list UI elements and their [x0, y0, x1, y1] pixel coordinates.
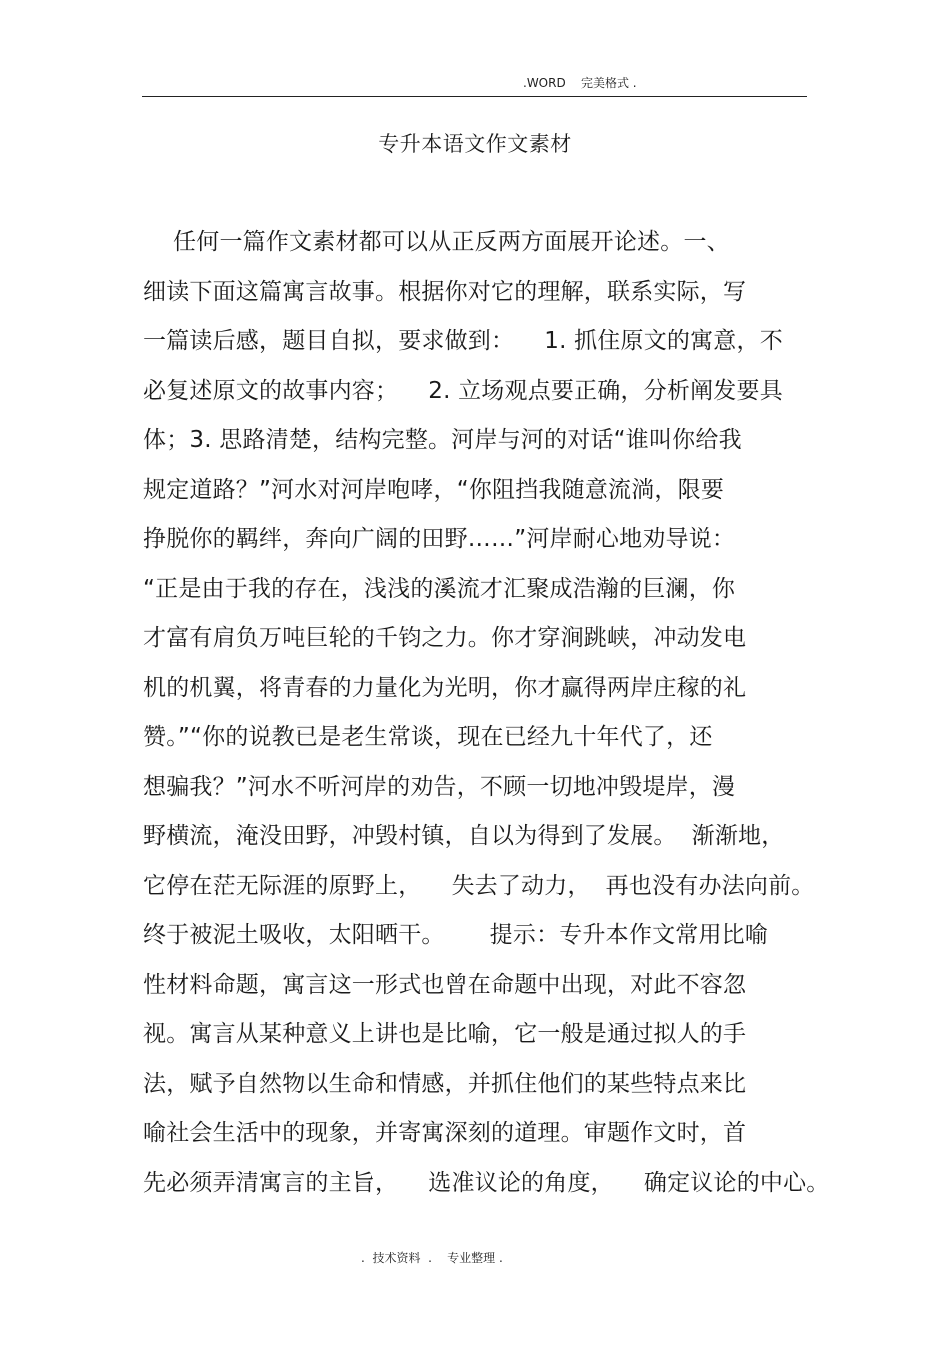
body-line: 想骗我？”河水不听河岸的劝告，不顾一切地冲毁堤岸，漫 — [143, 773, 736, 800]
body-line: 法，赋予自然物以生命和情感，并抓住他们的某些特点来比 — [143, 1070, 747, 1097]
body-line: 任何一篇作文素材都可以从正反两方面展开论述。一、 — [143, 229, 730, 255]
body-line: 赞。”“你的说教已是老生常谈，现在已经九十年代了，还 — [143, 724, 713, 750]
header-divider — [142, 96, 807, 97]
body-line: 机的机翼，将青春的力量化为光明，你才赢得两岸庄稼的礼 — [143, 674, 747, 701]
page-header-text: .WORD 完美格式 . — [523, 76, 637, 90]
body-line: 挣脱你的羁绊，奔向广阔的田野……”河岸耐心地劝导说： — [143, 526, 736, 552]
page-footer-text: . 技术资料 . 专业整理 . — [361, 1251, 503, 1265]
body-line: “正是由于我的存在，浅浅的溪流才汇聚成浩瀚的巨澜，你 — [143, 575, 736, 602]
document-title: 专升本语文作文素材 — [378, 132, 572, 156]
body-line: 先必须弄清寓言的主旨， 选准议论的角度， 确定议论的中心。 — [143, 1169, 830, 1196]
body-line: 体；3. 思路清楚，结构完整。河岸与河的对话“谁叫你给我 — [143, 427, 742, 453]
body-line: 野横流，淹没田野，冲毁村镇，自以为得到了发展。 渐渐地， — [143, 823, 785, 849]
body-line: 细读下面这篇寓言故事。根据你对它的理解，联系实际，写 — [143, 278, 747, 305]
body-line: 喻社会生活中的现象，并寄寓深刻的道理。审题作文时，首 — [143, 1120, 747, 1146]
body-line: 性材料命题，寓言这一形式也曾在命题中出现，对此不容忽 — [143, 971, 747, 998]
body-line: 视。寓言从某种意义上讲也是比喻，它一般是通过拟人的手 — [143, 1021, 747, 1047]
body-line: 规定道路？”河水对河岸咆哮，“你阻挡我随意流淌，限要 — [143, 476, 725, 503]
body-line: 必复述原文的故事内容； 2. 立场观点要正确，分析阐发要具 — [143, 377, 783, 404]
body-line: 终于被泥土吸收，太阳晒干。 提示：专升本作文常用比喻 — [143, 922, 769, 948]
body-line: 一篇读后感，题目自拟，要求做到： 1. 抓住原文的寓意，不 — [143, 328, 783, 354]
document-body — [143, 222, 830, 1212]
body-line: 才富有肩负万吨巨轮的千钧之力。你才穿涧跳峡，冲动发电 — [143, 625, 747, 651]
body-line: 它停在茫无际涯的原野上， 失去了动力， 再也没有办法向前。 — [143, 872, 815, 899]
